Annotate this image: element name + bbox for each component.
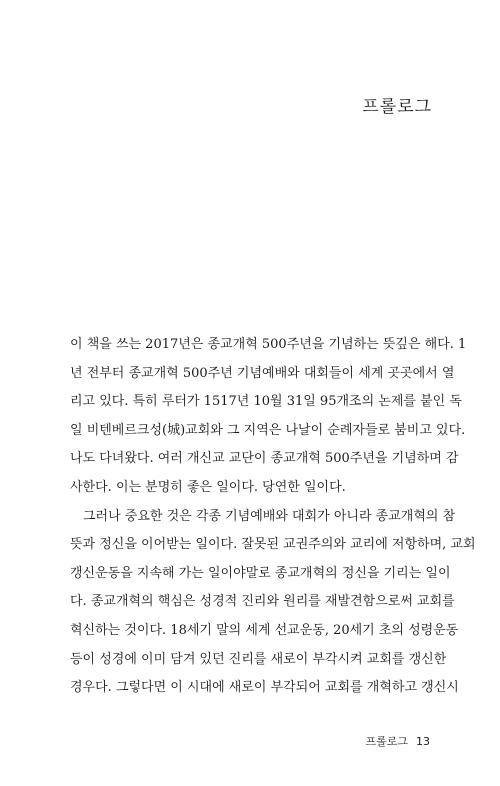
chapter-title: 프롤로그	[362, 97, 432, 117]
text-line: 경우다. 그렇다면 이 시대에 새로이 부각되어 교회를 개혁하고 갱신시	[70, 680, 459, 696]
paragraph-2	[70, 503, 476, 703]
text-line: 나도 다녀왔다. 여러 개신교 교단이 종교개혁 500주년을 기념하며 감	[70, 451, 459, 467]
body-text	[70, 331, 476, 703]
paragraph-1	[70, 331, 467, 503]
page-footer	[365, 733, 430, 749]
text-line: 혁신하는 것이다. 18세기 말의 세계 선교운동, 20세기 초의 성령운동	[70, 622, 459, 638]
page-number: 13	[416, 735, 430, 748]
text-line: 등이 성경에 이미 담겨 있던 진리를 새로이 부각시켜 교회를 갱신한	[70, 651, 447, 667]
running-title: 프롤로그	[365, 735, 408, 748]
text-line: 이 책을 쓰는 2017년은 종교개혁 500주년을 기념하는 뜻깊은 해다. 1	[70, 337, 467, 352]
text-line: 년 전부터 종교개혁 500주년 기념예배와 대회들이 세계 곳곳에서 열	[70, 365, 455, 381]
text-line: 사한다. 이는 분명히 좋은 일이다. 당연한 일이다.	[70, 479, 346, 495]
text-line: 일 비텐베르크성(城)교회와 그 지역은 나날이 순례자들로 붐비고 있다.	[70, 422, 466, 438]
text-line: 다. 종교개혁의 핵심은 성경적 진리와 원리를 재발견함으로써 교회를	[70, 594, 455, 610]
text-line: 갱신운동을 지속해 가는 일이야말로 종교개혁의 정신을 기리는 일이	[70, 565, 451, 581]
text-line: 그러나 중요한 것은 각종 기념예배와 대회가 아니라 종교개혁의 참	[83, 508, 456, 524]
text-line: 리고 있다. 특히 루터가 1517년 10월 31일 95개조의 논제를 붙인 독	[70, 394, 462, 410]
text-line: 뜻과 정신을 이어받는 일이다. 잘못된 교권주의와 교리에 저항하며, 교회	[70, 537, 476, 553]
